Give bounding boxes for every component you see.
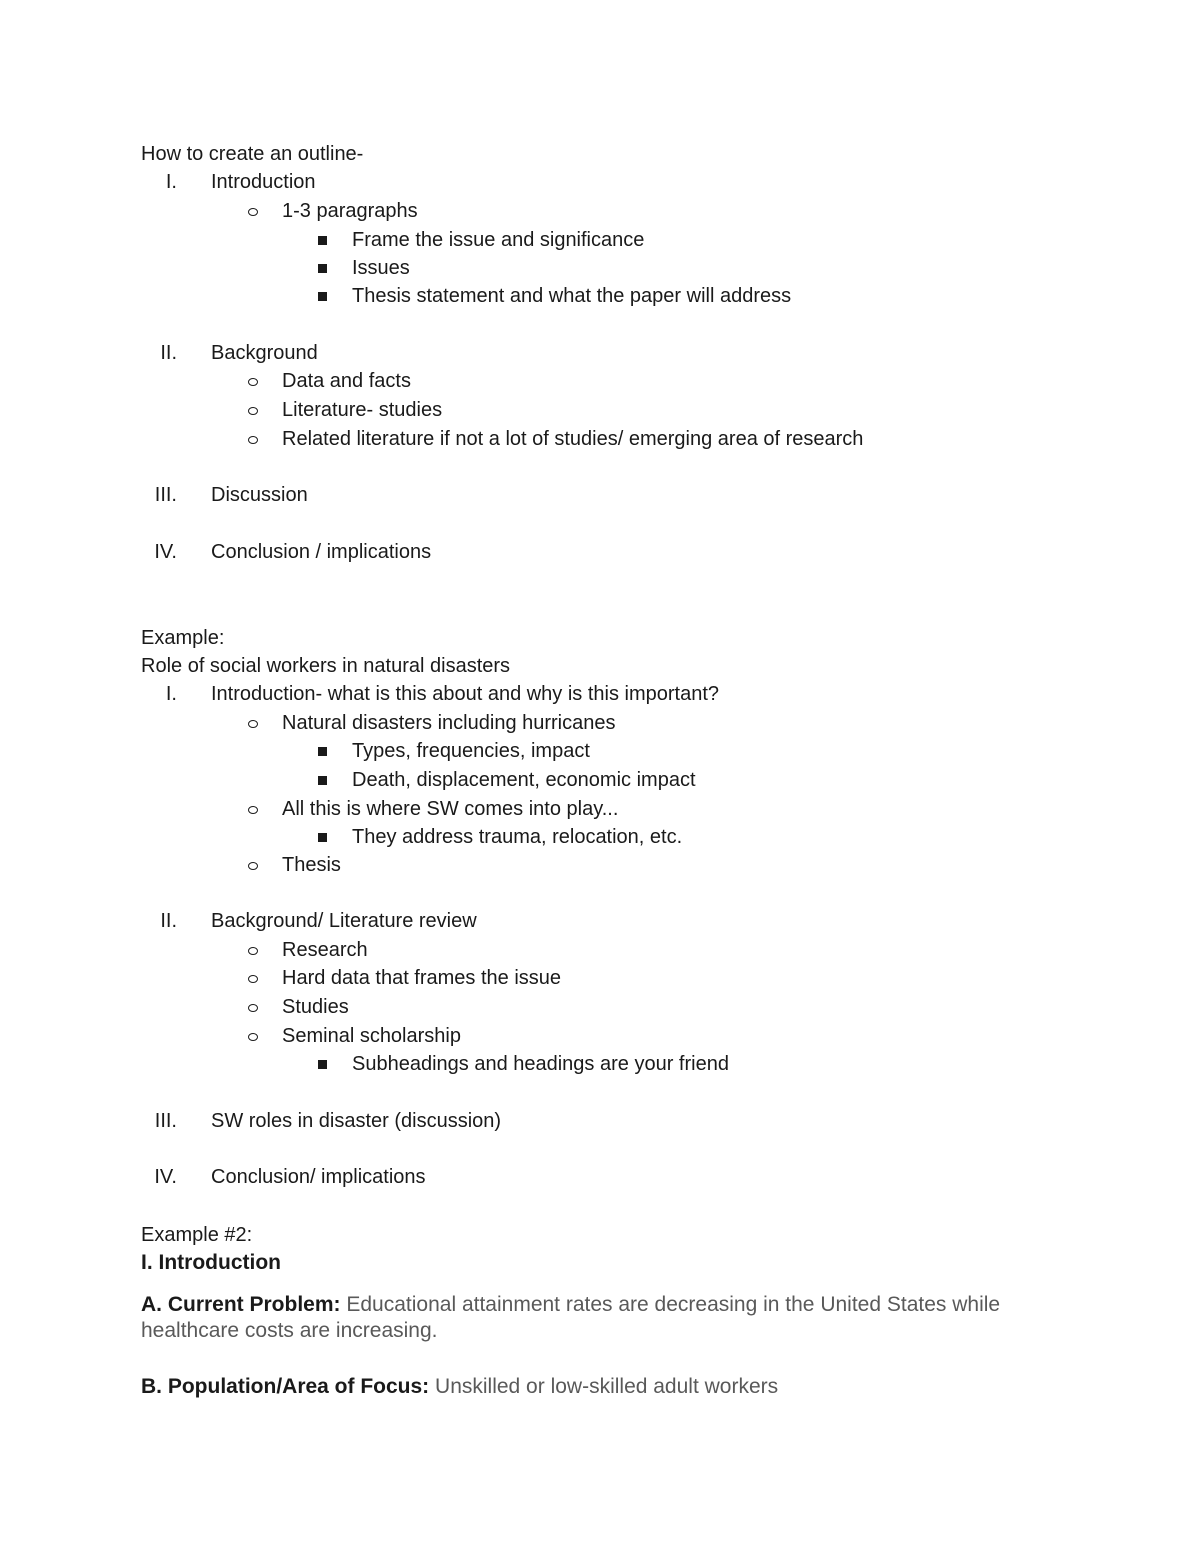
- example2-label: Example #2:: [141, 1224, 253, 1246]
- subsection-item: Literature- studies: [282, 399, 443, 421]
- current-problem-text: Educational attainment rates are decreasing in the United States while healthcare costs are increasing.: [141, 1293, 1001, 1342]
- subpoint-item: Subheadings and headings are your friend: [352, 1053, 729, 1075]
- circle-bullet-icon: [248, 198, 258, 216]
- subpoint-item: Frame the issue and significance: [352, 229, 645, 251]
- circle-bullet-icon: [248, 994, 258, 1012]
- subsection-item: Seminal scholarship: [282, 1025, 461, 1047]
- subsection-item: Data and facts: [282, 370, 411, 392]
- circle-bullet-icon: [248, 710, 258, 728]
- section-title: Conclusion/ implications: [211, 1166, 426, 1188]
- square-bullet-icon: [318, 255, 327, 273]
- circle-bullet-icon: [248, 1023, 258, 1041]
- circle-bullet-icon: [248, 397, 258, 415]
- subsection-item: 1-3 paragraphs: [282, 200, 418, 222]
- section-number: II.: [160, 342, 177, 364]
- subpoint-item: They address trauma, relocation, etc.: [352, 826, 683, 848]
- section-title: SW roles in disaster (discussion): [211, 1110, 502, 1132]
- subsection-item: Studies: [282, 996, 349, 1018]
- subpoint-item: Types, frequencies, impact: [352, 740, 590, 762]
- population-focus-label: B. Population/Area of Focus:: [141, 1375, 430, 1398]
- square-bullet-icon: [318, 738, 327, 756]
- example-title: Role of social workers in natural disasters: [141, 655, 511, 677]
- section-title: Conclusion / implications: [211, 541, 432, 563]
- section-title: Introduction- what is this about and why is this important?: [211, 683, 720, 705]
- section-title: Introduction: [211, 171, 316, 193]
- example2-heading: I. Introduction: [141, 1251, 281, 1274]
- outline-title: How to create an outline-: [141, 143, 364, 165]
- current-problem-label: A. Current Problem:: [141, 1293, 341, 1316]
- subsection-item: Research: [282, 939, 368, 961]
- section-title: Background: [211, 342, 318, 364]
- section-number: I.: [165, 171, 177, 193]
- section-number: I.: [165, 683, 177, 705]
- section-number: II.: [160, 910, 177, 932]
- square-bullet-icon: [318, 227, 327, 245]
- subsection-item: Related literature if not a lot of studies/ emerging area of research: [282, 428, 864, 450]
- subsection-item: Hard data that frames the issue: [282, 967, 562, 989]
- current-problem-paragraph: [141, 1292, 1021, 1344]
- subsection-item: Thesis: [282, 854, 341, 876]
- example-label: Example:: [141, 627, 225, 649]
- section-number: III.: [154, 484, 177, 506]
- circle-bullet-icon: [248, 796, 258, 814]
- subpoint-item: Issues: [352, 257, 410, 279]
- section-title: Background/ Literature review: [211, 910, 477, 932]
- population-focus-paragraph: [141, 1374, 778, 1400]
- section-number: III.: [154, 1110, 177, 1132]
- circle-bullet-icon: [248, 965, 258, 983]
- subpoint-item: Death, displacement, economic impact: [352, 769, 696, 791]
- population-focus-text: Unskilled or low-skilled adult workers: [429, 1375, 779, 1398]
- square-bullet-icon: [318, 767, 327, 785]
- subpoint-item: Thesis statement and what the paper will address: [352, 285, 792, 307]
- square-bullet-icon: [318, 1051, 327, 1069]
- circle-bullet-icon: [248, 426, 258, 444]
- subsection-item: All this is where SW comes into play...: [282, 798, 619, 820]
- section-number: IV.: [154, 541, 177, 563]
- square-bullet-icon: [318, 824, 327, 842]
- circle-bullet-icon: [248, 368, 258, 386]
- section-title: Discussion: [211, 484, 308, 506]
- square-bullet-icon: [318, 283, 327, 301]
- section-number: IV.: [154, 1166, 177, 1188]
- circle-bullet-icon: [248, 852, 258, 870]
- circle-bullet-icon: [248, 937, 258, 955]
- subsection-item: Natural disasters including hurricanes: [282, 712, 616, 734]
